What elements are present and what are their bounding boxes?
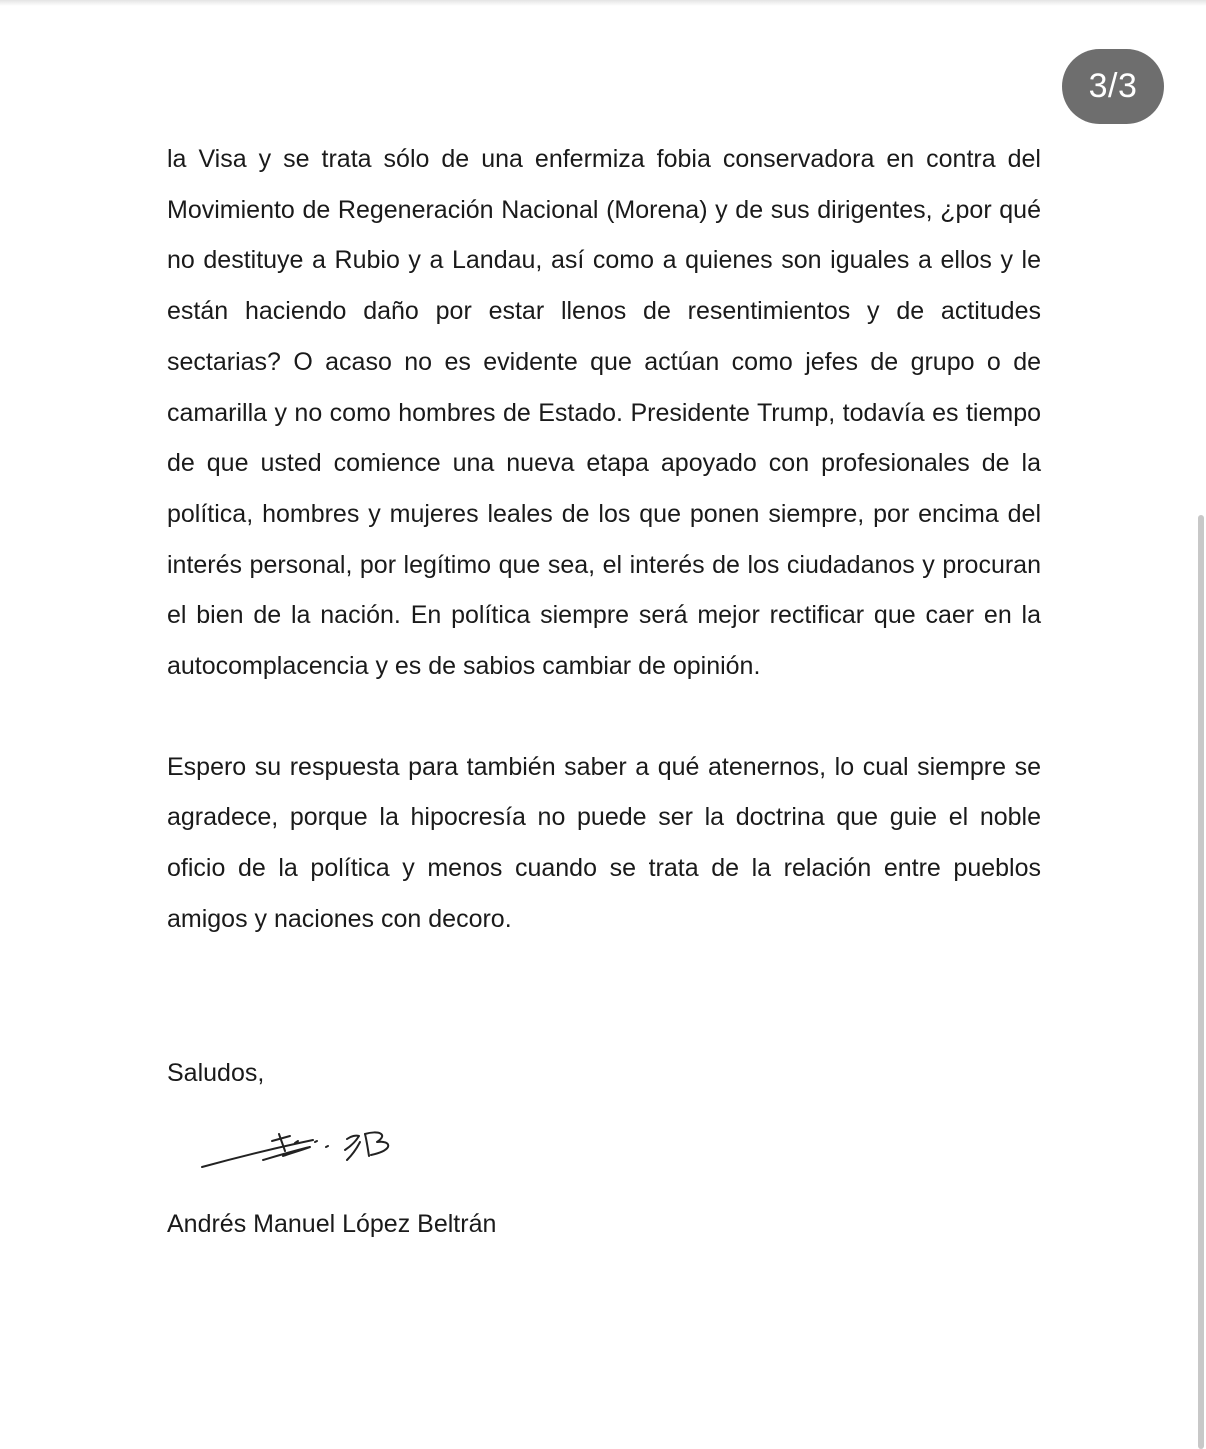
letter-paragraph-2: Espero su respuesta para también saber a qué atenernos, lo cual siempre se agradece, porque la hipocresía no puede ser la doctrina que guie el noble oficio de la política y menos cuando se trata de la relación entre pueblos amigos y naciones con decoro. [167,752,1041,933]
letter-body [167,134,1041,945]
handwritten-signature [195,1118,420,1173]
letter-closing: Saludos, [167,1059,265,1087]
signer-name: Andrés Manuel López Beltrán [167,1210,497,1238]
page-indicator-badge: 3/3 [1062,49,1164,124]
scrollbar-thumb[interactable] [1198,515,1204,1449]
top-edge-shadow [0,0,1206,6]
letter-paragraph-1: la Visa y se trata sólo de una enfermiza fobia conservadora en contra del Movimiento de Regeneración Nacional (Morena) y de sus dirigentes, ¿por qué no destituye a Rubio y a Landau, así como a quienes son iguales a ellos y le están haciendo daño por estar llenos de resentimientos y de actitudes sectarias? O acaso no es evidente que actúan como jefes de grupo o de camarilla y no como hombres de Estado. Presidente Trump, todavía es tiempo de que usted comience una nueva etapa apoyado con profesionales de la política, hombres y mujeres leales de los que ponen siempre, por encima del interés personal, por legítimo que sea, el interés de los ciudadanos y procuran el bien de la nación. En política siempre será mejor rectificar que caer en la autocomplacencia y es de sabios cambiar de opinión. [167,145,1041,681]
